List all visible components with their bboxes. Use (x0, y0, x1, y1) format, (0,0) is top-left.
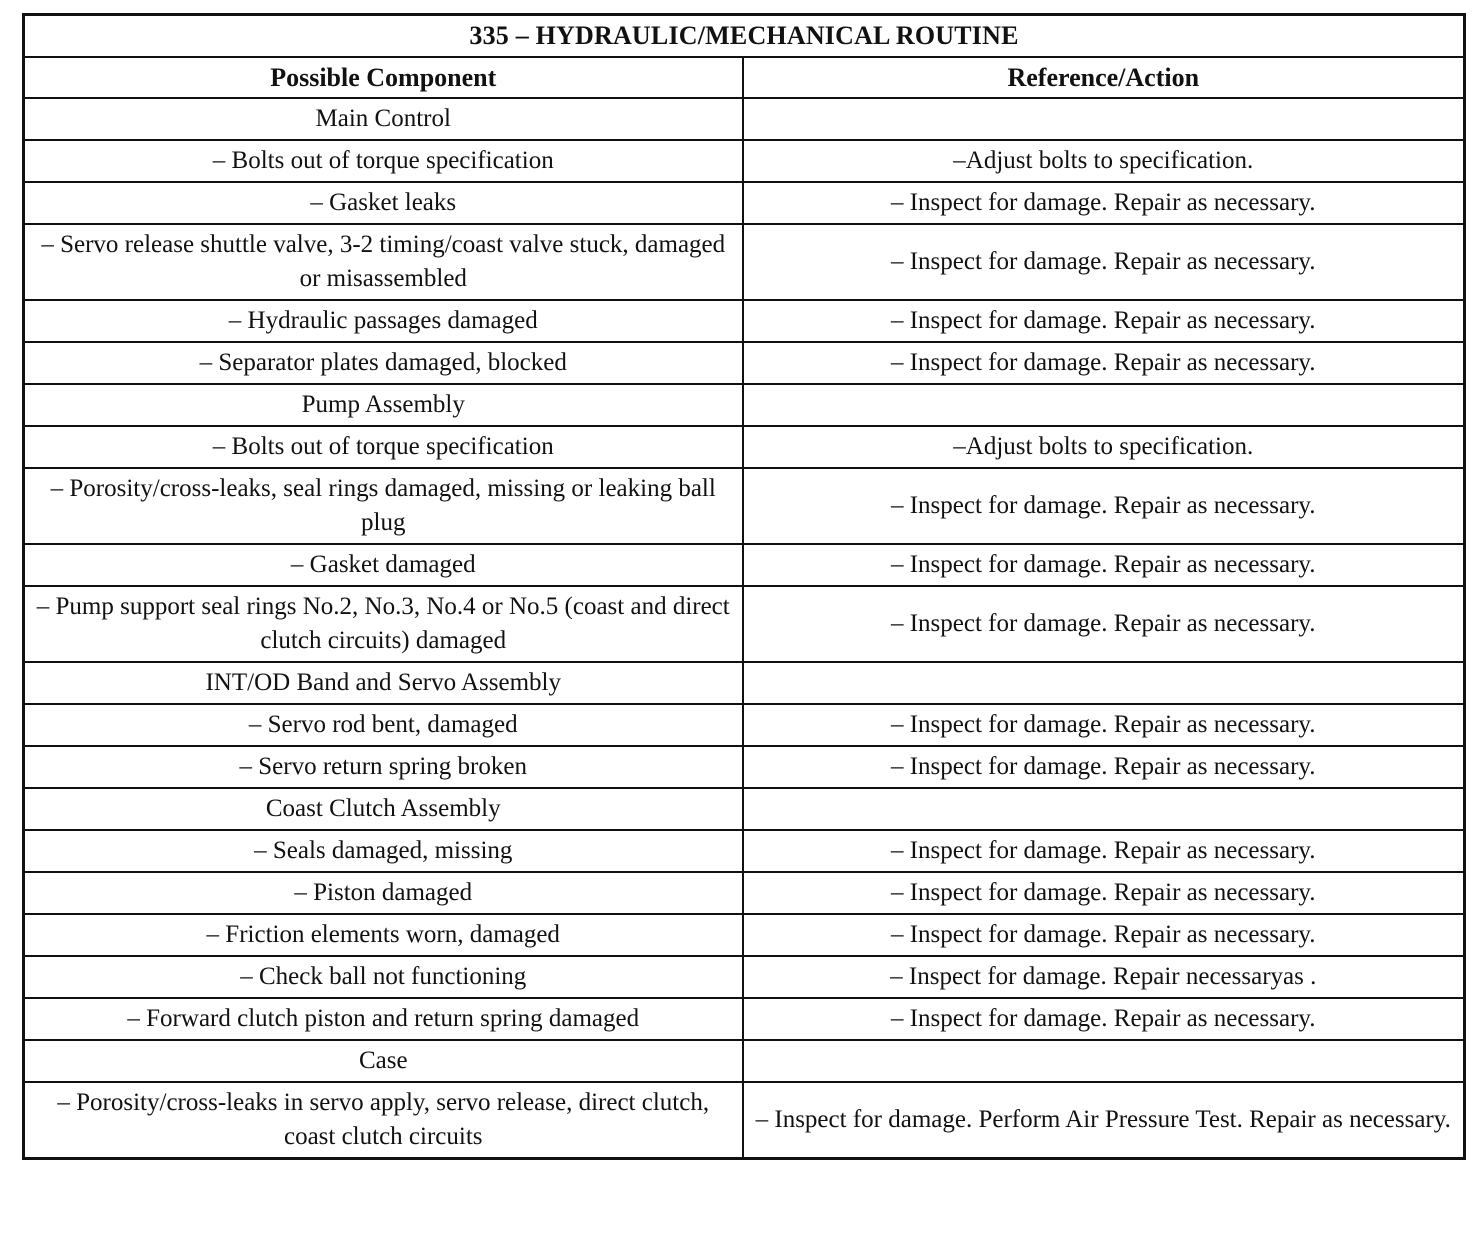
action-cell: – Inspect for damage. Repair as necessary. (743, 704, 1465, 746)
action-cell: –Adjust bolts to specification. (743, 426, 1465, 468)
table-title-row (24, 15, 1465, 58)
component-cell: Case (24, 1040, 743, 1082)
component-cell: – Servo release shuttle valve, 3-2 timing/coast valve stuck, damaged or misassembled (24, 224, 743, 300)
action-cell: – Inspect for damage. Repair as necessary. (743, 998, 1465, 1040)
action-cell: – Inspect for damage. Repair as necessary. (743, 224, 1465, 300)
action-cell: – Inspect for damage. Repair as necessary. (743, 300, 1465, 342)
table-row (24, 872, 1465, 914)
component-cell: INT/OD Band and Servo Assembly (24, 662, 743, 704)
action-cell (743, 788, 1465, 830)
action-cell (743, 98, 1465, 140)
component-cell: – Hydraulic passages damaged (24, 300, 743, 342)
table-row (24, 342, 1465, 384)
action-cell: – Inspect for damage. Repair as necessary. (743, 544, 1465, 586)
hydraulic-mechanical-routine-table (22, 13, 1466, 1160)
table-row (24, 544, 1465, 586)
table-row (24, 956, 1465, 998)
component-cell: Coast Clutch Assembly (24, 788, 743, 830)
component-cell: – Bolts out of torque specification (24, 426, 743, 468)
table-row (24, 662, 1465, 704)
action-cell: – Inspect for damage. Perform Air Pressure Test. Repair as necessary. (743, 1082, 1465, 1159)
table-header-row (24, 57, 1465, 98)
component-cell: – Check ball not functioning (24, 956, 743, 998)
table-row (24, 746, 1465, 788)
table-row (24, 704, 1465, 746)
action-cell: – Inspect for damage. Repair as necessary. (743, 872, 1465, 914)
table-row (24, 468, 1465, 544)
table-body (24, 98, 1465, 1159)
component-cell: – Forward clutch piston and return spring damaged (24, 998, 743, 1040)
action-cell (743, 384, 1465, 426)
table-row (24, 586, 1465, 662)
component-cell: – Seals damaged, missing (24, 830, 743, 872)
action-cell: – Inspect for damage. Repair necessaryas . (743, 956, 1465, 998)
action-cell: – Inspect for damage. Repair as necessary. (743, 746, 1465, 788)
table-row (24, 224, 1465, 300)
table-row (24, 998, 1465, 1040)
action-cell: – Inspect for damage. Repair as necessary. (743, 342, 1465, 384)
component-cell: – Friction elements worn, damaged (24, 914, 743, 956)
component-cell: Pump Assembly (24, 384, 743, 426)
component-cell: Main Control (24, 98, 743, 140)
column-header-component: Possible Component (24, 57, 743, 98)
table-row (24, 1040, 1465, 1082)
table-row (24, 182, 1465, 224)
component-cell: – Separator plates damaged, blocked (24, 342, 743, 384)
table-row (24, 140, 1465, 182)
table-row (24, 300, 1465, 342)
action-cell (743, 1040, 1465, 1082)
table-row (24, 426, 1465, 468)
component-cell: – Gasket leaks (24, 182, 743, 224)
component-cell: – Servo rod bent, damaged (24, 704, 743, 746)
action-cell: – Inspect for damage. Repair as necessary. (743, 182, 1465, 224)
table-row (24, 914, 1465, 956)
action-cell: – Inspect for damage. Repair as necessary. (743, 468, 1465, 544)
component-cell: – Porosity/cross-leaks, seal rings damaged, missing or leaking ball plug (24, 468, 743, 544)
component-cell: – Piston damaged (24, 872, 743, 914)
action-cell: – Inspect for damage. Repair as necessary. (743, 914, 1465, 956)
table-row (24, 98, 1465, 140)
column-header-action: Reference/Action (743, 57, 1465, 98)
component-cell: – Gasket damaged (24, 544, 743, 586)
component-cell: – Pump support seal rings No.2, No.3, No.4 or No.5 (coast and direct clutch circuits) damaged (24, 586, 743, 662)
table-row (24, 788, 1465, 830)
action-cell: – Inspect for damage. Repair as necessary. (743, 830, 1465, 872)
component-cell: – Servo return spring broken (24, 746, 743, 788)
table-row (24, 830, 1465, 872)
table-row (24, 1082, 1465, 1159)
component-cell: – Bolts out of torque specification (24, 140, 743, 182)
table-title: 335 – HYDRAULIC/MECHANICAL ROUTINE (24, 15, 1465, 58)
component-cell: – Porosity/cross-leaks in servo apply, servo release, direct clutch, coast clutch circuits (24, 1082, 743, 1159)
action-cell: –Adjust bolts to specification. (743, 140, 1465, 182)
table-row (24, 384, 1465, 426)
action-cell: – Inspect for damage. Repair as necessary. (743, 586, 1465, 662)
action-cell (743, 662, 1465, 704)
